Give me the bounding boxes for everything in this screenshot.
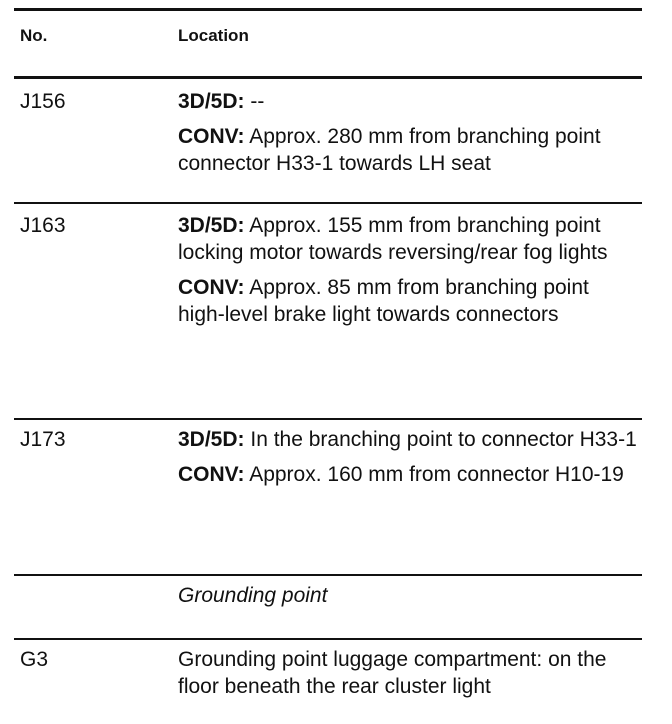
row-j163-conv: CONV: Approx. 85 mm from branching point high-level brake light towards connectors (178, 276, 589, 326)
row-j156-no: J156 (20, 90, 66, 113)
row-divider (14, 574, 642, 576)
section-title-grounding-point: Grounding point (178, 584, 328, 607)
row-divider (14, 202, 642, 204)
table-top-rule (14, 8, 642, 11)
row-j156-3d5d: 3D/5D: -- (178, 90, 265, 113)
row-j156-conv: CONV: Approx. 280 mm from branching point connector H33-1 towards LH seat (178, 125, 601, 175)
row-divider (14, 638, 642, 640)
row-g3-location: Grounding point luggage compartment: on the floor beneath the rear cluster light (178, 648, 607, 698)
row-j173-conv: CONV: Approx. 160 mm from connector H10-19 (178, 463, 624, 486)
row-j163-no: J163 (20, 214, 66, 237)
row-j163-location (178, 212, 638, 336)
row-j156-location (178, 88, 638, 185)
header-bottom-rule (14, 76, 642, 79)
column-header-location: Location (178, 26, 249, 45)
row-g3-no: G3 (20, 648, 49, 671)
column-header-no: No. (20, 26, 48, 45)
row-divider (14, 418, 642, 420)
row-j173-location (178, 426, 638, 496)
row-j173-no: J173 (20, 428, 66, 451)
row-j173-3d5d: 3D/5D: In the branching point to connector H33-1 (178, 428, 637, 451)
row-j163-3d5d: 3D/5D: Approx. 155 mm from branching point locking motor towards reversing/rear fog lights (178, 214, 608, 264)
